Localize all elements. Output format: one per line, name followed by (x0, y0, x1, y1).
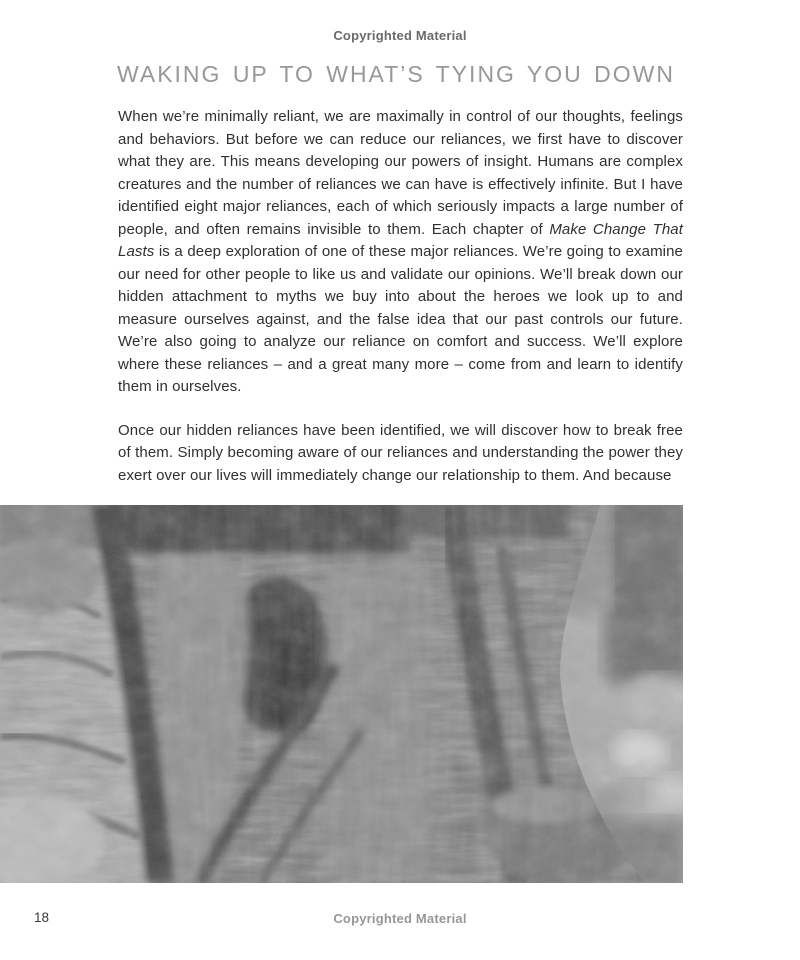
copyright-notice-top: Copyrighted Material (333, 28, 467, 43)
tree-bark-photo-svg (0, 505, 683, 883)
body-text (118, 106, 683, 487)
copyright-notice-bottom: Copyrighted Material (333, 911, 467, 926)
paragraph-1 (118, 106, 683, 399)
tree-bark-photo (0, 505, 683, 883)
chapter-heading: WAKING UP TO WHAT’S TYING YOU DOWN (117, 61, 675, 87)
page-number: 18 (34, 910, 50, 925)
book-title-italic: Make Change That Lasts (118, 220, 683, 260)
paragraph-1-text-a: When we’re minimally reliant, we are maximally in control of our thoughts, feelings and behaviors. But before we can reduce our reliances, we first have to discover what they are. This means developing our powers of insight. Humans are complex creatures and the number of reliances we can have is effectively infinite. But I have identified eight major reliances, each of which seriously impacts a large number of people, and often remains invisible to them. Each chapter of (118, 108, 683, 238)
paragraph-1-text-b: is a deep exploration of one of these major reliances. We’re going to examine our need for other people to like us and validate our opinions. We’ll break down our hidden attachment to myths we buy into about the heroes we look up to and measure ourselves against, and the false idea that our past controls our future. We’re also going to analyze our reliance on comfort and success. We’ll explore where these reliances – and a great many more – come from and learn to identify them in ourselves. (118, 243, 683, 395)
paragraph-2: Once our hidden reliances have been identified, we will discover how to break free of them. Simply becoming aware of our reliances and understanding the power they exert over our lives will immediately change our relationship to them. And because (118, 421, 683, 484)
